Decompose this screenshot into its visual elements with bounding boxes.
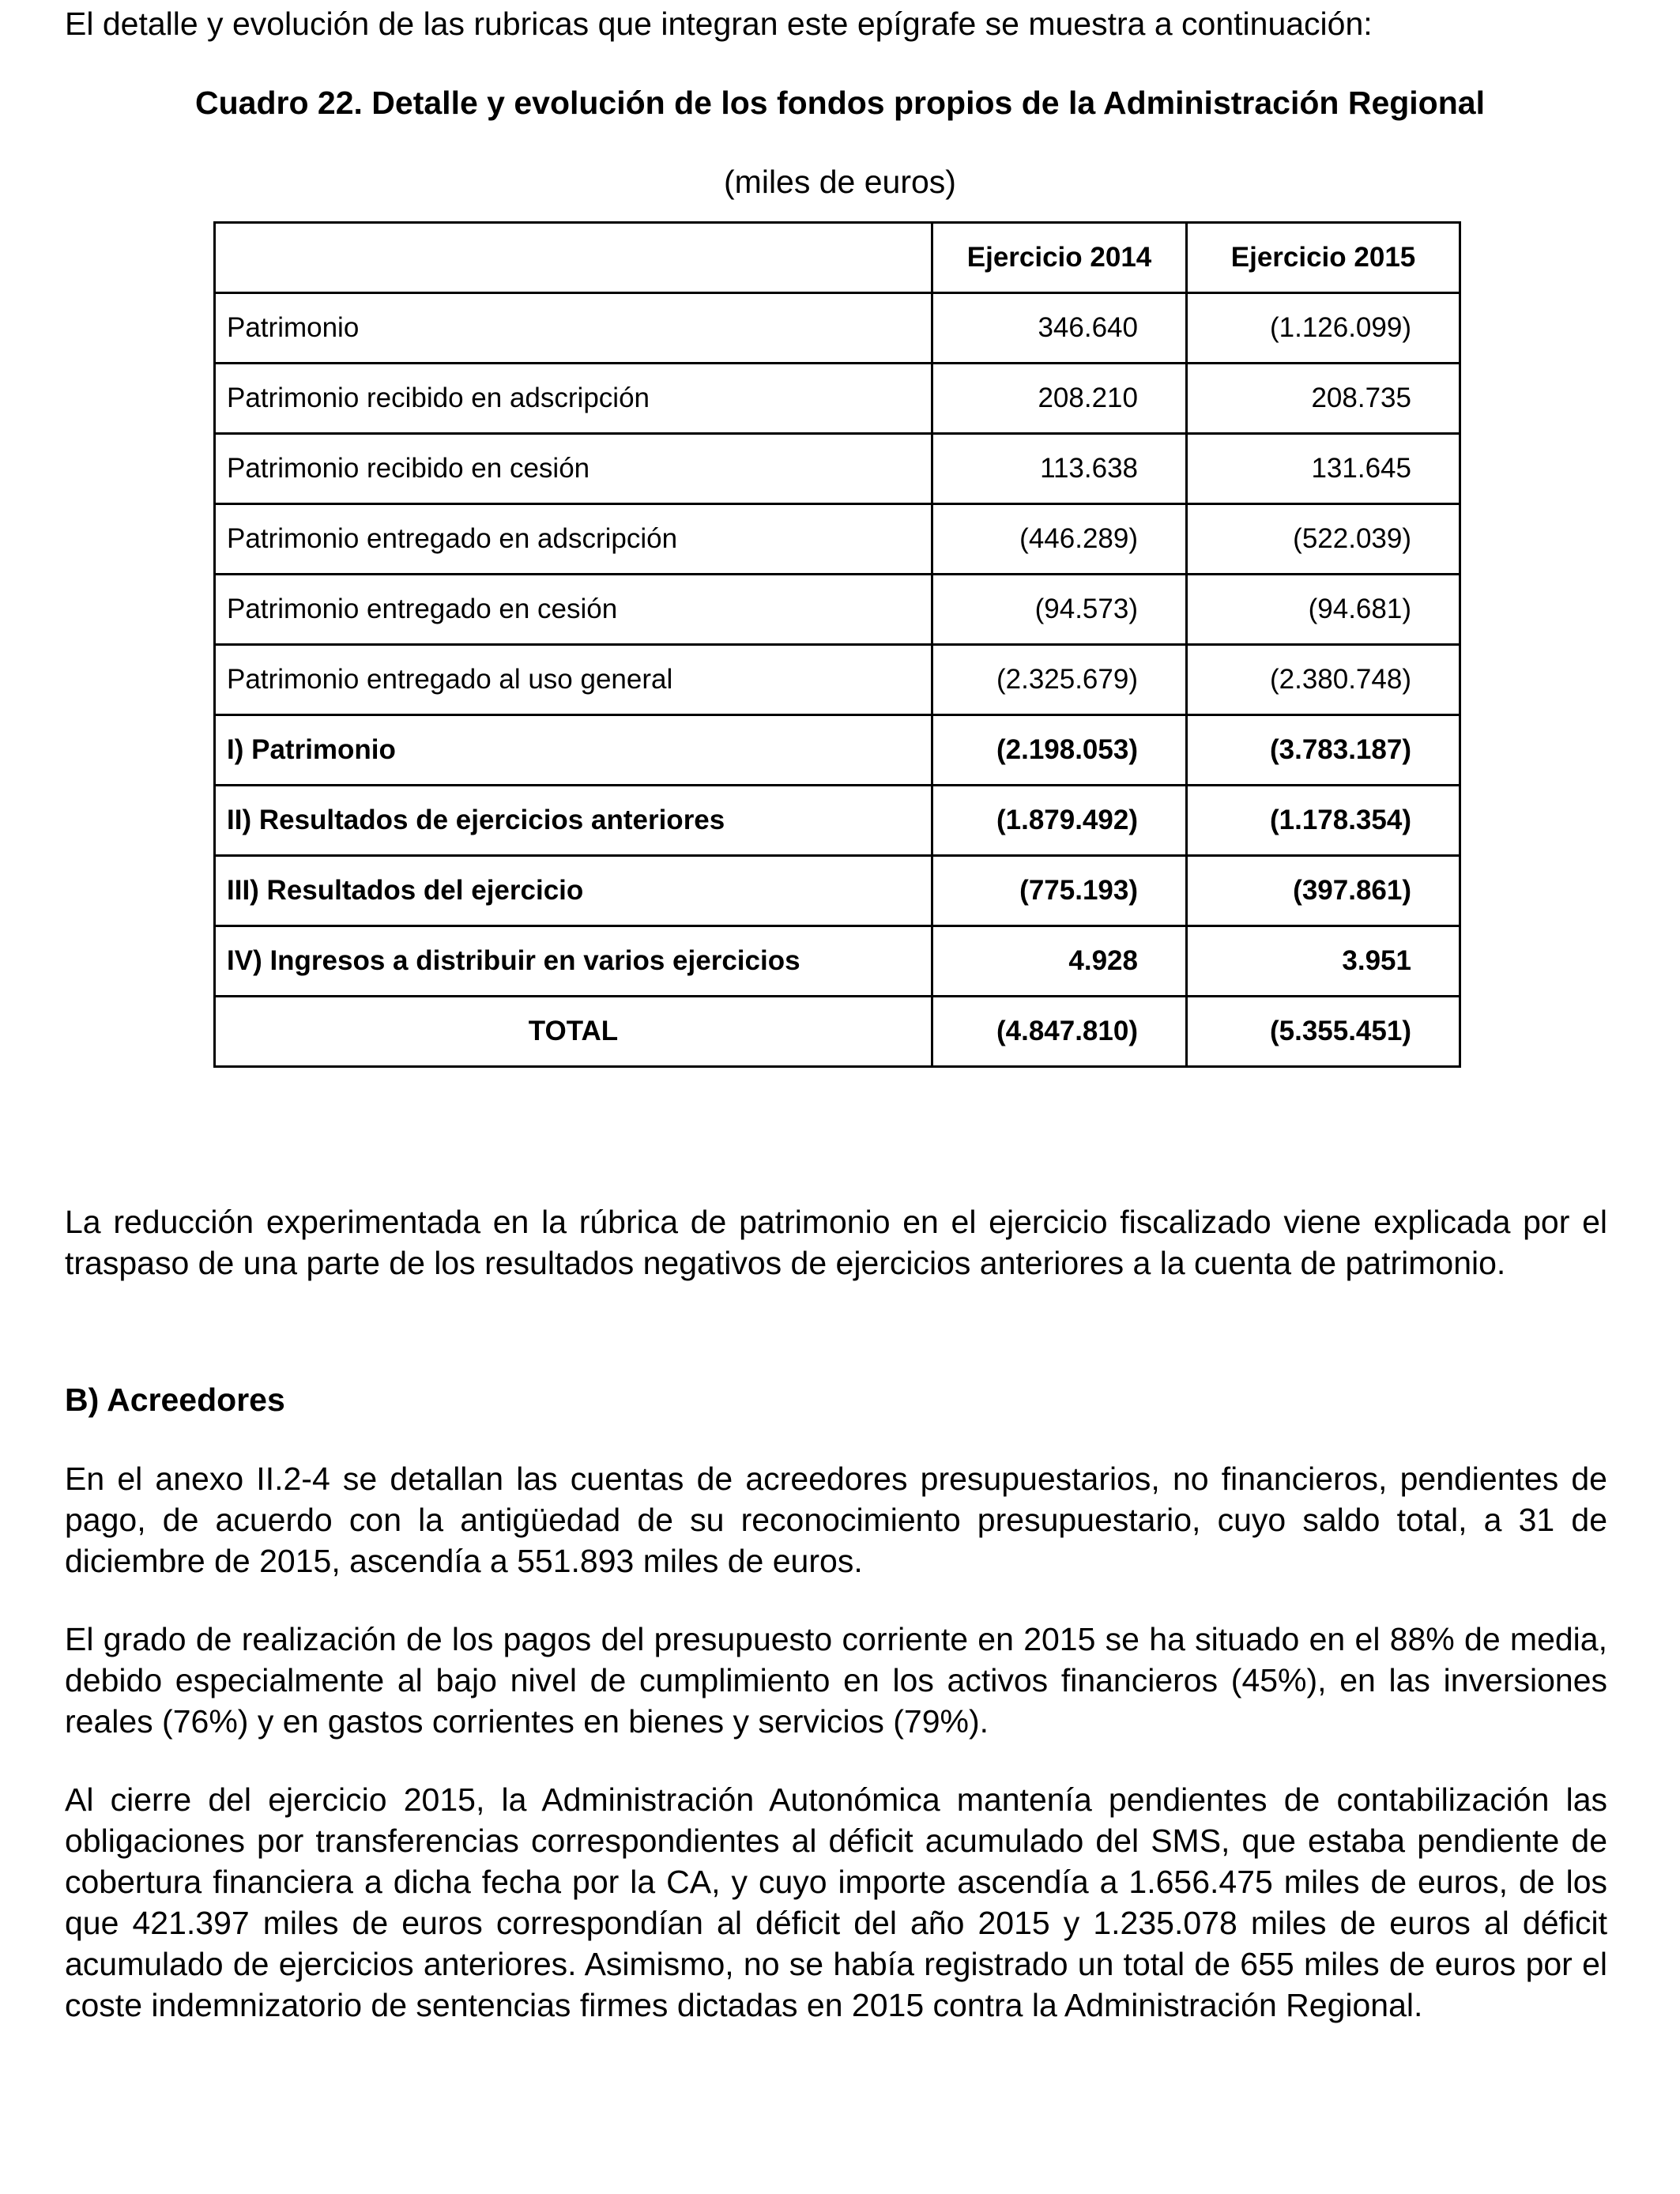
row-value-2015: 131.645: [1187, 434, 1460, 504]
row-value-2015: 208.735: [1187, 364, 1460, 434]
row-value-2015: (3.783.187): [1187, 715, 1460, 786]
table-row: [215, 434, 1460, 504]
row-label: I) Patrimonio: [215, 715, 932, 786]
row-value-2014: (94.573): [932, 575, 1187, 645]
row-label: Patrimonio recibido en adscripción: [215, 364, 932, 434]
row-value-2014: (446.289): [932, 504, 1187, 575]
table-unit: (miles de euros): [724, 164, 956, 200]
section-heading-acreedores: B) Acreedores: [65, 1382, 285, 1418]
total-label: TOTAL: [215, 997, 932, 1067]
fondos-propios-table: [213, 221, 1461, 1068]
row-value-2015: (94.681): [1187, 575, 1460, 645]
intro-paragraph: El detalle y evolución de las rubricas que integran este epígrafe se muestra a continuación:: [65, 6, 1373, 42]
row-value-2014: (2.325.679): [932, 645, 1187, 715]
table-row-subtotal: [215, 715, 1460, 786]
row-value-2014: 208.210: [932, 364, 1187, 434]
table-row: [215, 645, 1460, 715]
row-label: Patrimonio entregado en cesión: [215, 575, 932, 645]
total-value-2015: (5.355.451): [1187, 997, 1460, 1067]
table-row-total: [215, 997, 1460, 1067]
row-value-2014: (1.879.492): [932, 786, 1187, 856]
header-concepto: [215, 223, 932, 293]
row-value-2015: (1.178.354): [1187, 786, 1460, 856]
row-label: Patrimonio entregado en adscripción: [215, 504, 932, 575]
paragraph-grado-realizacion: El grado de realización de los pagos del presupuesto corriente en 2015 se ha situado en el 88% de media, debido especialmente al bajo nivel de cumplimiento en los activos financieros (45%), en las inversiones reales (76%) y en gastos corrientes en bienes y servicios (79%).: [65, 1621, 1607, 1740]
row-label: II) Resultados de ejercicios anteriores: [215, 786, 932, 856]
total-value-2014: (4.847.810): [932, 997, 1187, 1067]
paragraph-cierre-ejercicio: Al cierre del ejercicio 2015, la Administración Autonómica mantenía pendientes de contabilización las obligaciones por transferencias correspondientes al déficit acumulado del SMS, que estaba pendiente de cobertura financiera a dicha fecha por la CA, y cuyo importe ascendía a 1.656.475 miles de euros, de los que 421.397 miles de euros correspondían al déficit del año 2015 y 1.235.078 miles de euros al déficit acumulado de ejercicios anteriores. Asimismo, no se había registrado un total de 655 miles de euros por el coste indemnizatorio de sentencias firmes dictadas en 2015 contra la Administración Regional.: [65, 1781, 1607, 2023]
row-label: Patrimonio recibido en cesión: [215, 434, 932, 504]
row-value-2015: (2.380.748): [1187, 645, 1460, 715]
table-row-subtotal: [215, 786, 1460, 856]
table-row: [215, 504, 1460, 575]
header-ejercicio-2015: Ejercicio 2015: [1187, 223, 1460, 293]
table-row: [215, 575, 1460, 645]
row-value-2014: 346.640: [932, 293, 1187, 364]
table-header-row: [215, 223, 1460, 293]
paragraph-reduccion: La reducción experimentada en la rúbrica de patrimonio en el ejercicio fiscalizado viene explicada por el traspaso de una parte de los resultados negativos de ejercicios anteriores a la cuenta de patrimonio.: [65, 1204, 1607, 1281]
row-value-2015: 3.951: [1187, 926, 1460, 997]
row-label: IV) Ingresos a distribuir en varios ejercicios: [215, 926, 932, 997]
row-value-2014: (2.198.053): [932, 715, 1187, 786]
row-value-2015: (522.039): [1187, 504, 1460, 575]
row-value-2014: (775.193): [932, 856, 1187, 926]
row-value-2015: (397.861): [1187, 856, 1460, 926]
row-value-2014: 4.928: [932, 926, 1187, 997]
table-title: Cuadro 22. Detalle y evolución de los fondos propios de la Administración Regional: [195, 85, 1485, 121]
row-label: Patrimonio entregado al uso general: [215, 645, 932, 715]
row-value-2015: (1.126.099): [1187, 293, 1460, 364]
paragraph-anexo: En el anexo II.2-4 se detallan las cuentas de acreedores presupuestarios, no financieros, pendientes de pago, de acuerdo con la antigüedad de su reconocimiento presupuestario, cuyo saldo total, a 31 de diciembre de 2015, ascendía a 551.893 miles de euros.: [65, 1461, 1607, 1579]
header-ejercicio-2014: Ejercicio 2014: [932, 223, 1187, 293]
row-label: Patrimonio: [215, 293, 932, 364]
table-row-subtotal: [215, 926, 1460, 997]
table-row: [215, 293, 1460, 364]
row-value-2014: 113.638: [932, 434, 1187, 504]
table-row: [215, 364, 1460, 434]
table-row-subtotal: [215, 856, 1460, 926]
row-label: III) Resultados del ejercicio: [215, 856, 932, 926]
